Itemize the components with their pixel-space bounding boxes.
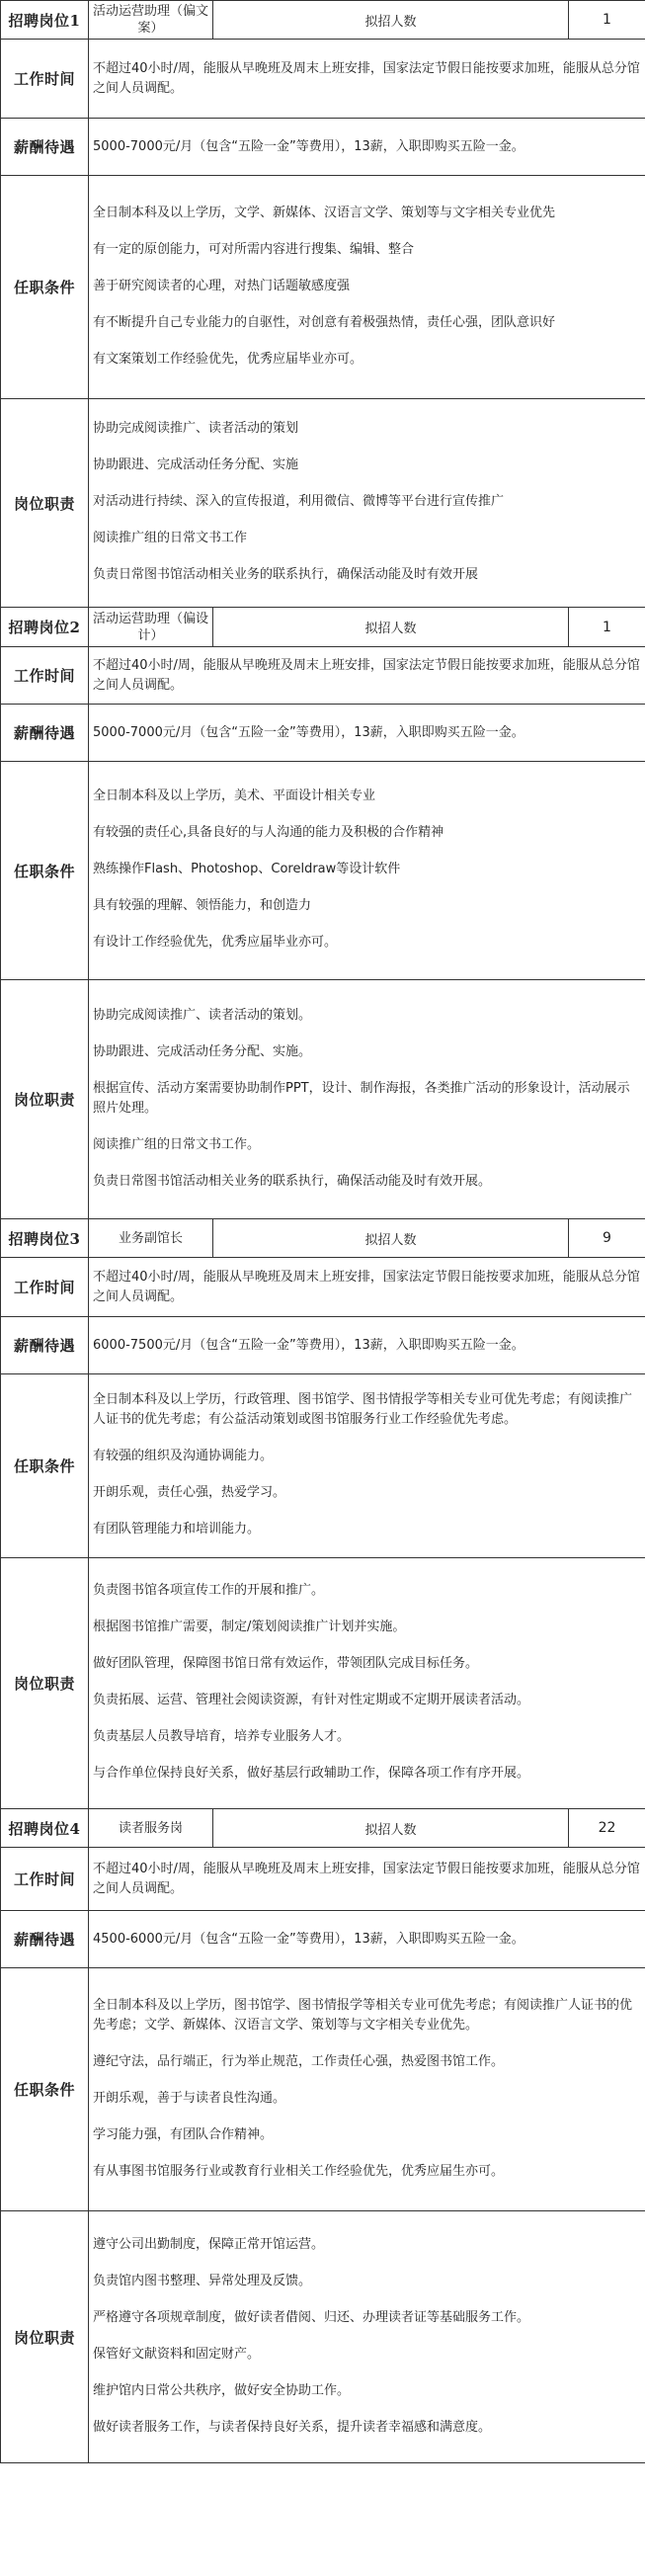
duty-item: 阅读推广组的日常文书工作。 (93, 1136, 261, 1152)
requirement-item: 有文案策划工作经验优先，优秀应届毕业亦可。 (93, 351, 363, 367)
duties-label: 岗位职责 (1, 980, 89, 1219)
planned-hires-count: 9 (569, 1219, 645, 1258)
position-header-row (1, 1809, 645, 1848)
requirement-item: 熟练操作Flash、Photoshop、Coreldraw等设计软件 (93, 862, 401, 876)
salary-text: 4500-6000元/月（包含“五险一金”等费用），13薪，入职即购买五险一金。 (89, 1911, 645, 1968)
salary-row (1, 119, 645, 176)
position-table-3 (0, 1218, 645, 1809)
salary-row (1, 1317, 645, 1374)
requirement-item: 有较强的组织及沟通协调能力。 (93, 1449, 274, 1463)
planned-hires-label: 拟招人数 (213, 1, 569, 40)
work-time-label: 工作时间 (1, 647, 89, 705)
salary-label: 薪酬待遇 (1, 705, 89, 762)
salary-row (1, 705, 645, 762)
requirements-row (1, 176, 645, 399)
requirements-row (1, 762, 645, 980)
planned-hires-label: 拟招人数 (213, 1219, 569, 1258)
duty-item: 负责馆内图书整理、异常处理及反馈。 (93, 2273, 312, 2288)
position-header-row (1, 608, 645, 647)
requirements-label: 任职条件 (1, 1968, 89, 2211)
planned-hires-count: 22 (569, 1809, 645, 1848)
position-title: 活动运营助理（偏文案） (89, 1, 213, 40)
duty-item: 根据图书馆推广需要，制定/策划阅读推广计划并实施。 (93, 1620, 406, 1634)
duty-item: 根据宣传、活动方案需要协助制作PPT，设计、制作海报，各类推广活动的形象设计，活动展示照片处理。 (93, 1080, 630, 1116)
duty-item: 对活动进行持续、深入的宣传报道，利用微信、微博等平台进行宣传推广 (93, 494, 505, 509)
salary-text: 6000-7500元/月（包含“五险一金”等费用），13薪，入职即购买五险一金。 (89, 1317, 645, 1374)
planned-hires-count: 1 (569, 1, 645, 40)
salary-label: 薪酬待遇 (1, 119, 89, 176)
duties-row (1, 980, 645, 1219)
requirement-item: 具有较强的理解、领悟能力，和创造力 (93, 898, 312, 913)
requirements-list (89, 176, 645, 399)
work-time-row (1, 40, 645, 119)
requirement-item: 全日制本科及以上学历，美术、平面设计相关专业 (93, 789, 376, 803)
work-time-text: 不超过40小时/周，能服从早晚班及周末上班安排，国家法定节假日能按要求加班，能服从总分馆之间人员调配。 (89, 40, 645, 119)
duty-item: 协助跟进、完成活动任务分配、实施 (93, 457, 299, 472)
duties-label: 岗位职责 (1, 1558, 89, 1809)
position-number: 招聘岗位1 (1, 1, 89, 40)
position-title: 读者服务岗 (89, 1809, 213, 1848)
work-time-text: 不超过40小时/周，能服从早晚班及周末上班安排，国家法定节假日能按要求加班，能服从总分馆之间人员调配。 (89, 647, 645, 705)
requirement-item: 有团队管理能力和培训能力。 (93, 1522, 261, 1537)
duty-item: 保管好文献资料和固定财产。 (93, 2346, 261, 2362)
duty-item: 遵守公司出勤制度，保障正常开馆运营。 (93, 2236, 325, 2252)
requirements-list (89, 1374, 645, 1558)
work-time-label: 工作时间 (1, 1258, 89, 1317)
work-time-row (1, 647, 645, 705)
requirement-item: 有不断提升自己专业能力的自驱性，对创意有着极强热情，责任心强，团队意识好 (93, 314, 556, 330)
planned-hires-label: 拟招人数 (213, 1809, 569, 1848)
planned-hires-label: 拟招人数 (213, 608, 569, 647)
work-time-text: 不超过40小时/周，能服从早晚班及周末上班安排，国家法定节假日能按要求加班，能服从总分馆之间人员调配。 (89, 1848, 645, 1911)
requirements-label: 任职条件 (1, 1374, 89, 1558)
position-header-row (1, 1219, 645, 1258)
position-table-2 (0, 607, 645, 1219)
salary-text: 5000-7000元/月（包含“五险一金”等费用），13薪，入职即购买五险一金。 (89, 705, 645, 762)
duty-item: 阅读推广组的日常文书工作 (93, 531, 248, 545)
position-table-4 (0, 1808, 645, 2463)
salary-label: 薪酬待遇 (1, 1911, 89, 1968)
requirement-item: 开朗乐观，责任心强，热爱学习。 (93, 1485, 286, 1500)
position-number: 招聘岗位3 (1, 1219, 89, 1258)
requirements-list (89, 1968, 645, 2211)
requirements-row (1, 1968, 645, 2211)
duty-item: 协助完成阅读推广、读者活动的策划 (93, 421, 299, 436)
duty-item: 做好团队管理，保障图书馆日常有效运作，带领团队完成目标任务。 (93, 1656, 479, 1671)
work-time-label: 工作时间 (1, 1848, 89, 1911)
planned-hires-count: 1 (569, 608, 645, 647)
duty-item: 与合作单位保持良好关系，做好基层行政辅助工作，保障各项工作有序开展。 (93, 1766, 530, 1781)
requirement-item: 有从事图书馆服务行业或教育行业相关工作经验优先，优秀应届生亦可。 (93, 2163, 505, 2179)
salary-row (1, 1911, 645, 1968)
duty-item: 做好读者服务工作，与读者保持良好关系，提升读者幸福感和满意度。 (93, 2419, 492, 2435)
duty-item: 负责日常图书馆活动相关业务的联系执行，确保活动能及时有效开展 (93, 567, 479, 582)
requirement-item: 善于研究阅读者的心理，对热门话题敏感度强 (93, 278, 351, 293)
requirement-item: 全日制本科及以上学历，图书馆学、图书情报学等相关专业可优先考虑；有阅读推广人证书的优先考虑；文学、新媒体、汉语言文学、策划等与文字相关专业优先。 (93, 1997, 633, 2033)
duty-item: 负责拓展、运营、管理社会阅读资源，有针对性定期或不定期开展读者活动。 (93, 1693, 530, 1707)
work-time-text: 不超过40小时/周，能服从早晚班及周末上班安排，国家法定节假日能按要求加班，能服从总分馆之间人员调配。 (89, 1258, 645, 1317)
position-table-1 (0, 0, 645, 608)
duties-row (1, 2211, 645, 2463)
duties-list (89, 2211, 645, 2463)
requirement-item: 遵纪守法，品行端正，行为举止规范，工作责任心强，热爱图书馆工作。 (93, 2053, 505, 2069)
duty-item: 维护馆内日常公共秩序，做好安全协助工作。 (93, 2382, 351, 2398)
work-time-row (1, 1848, 645, 1911)
requirement-item: 开朗乐观，善于与读者良性沟通。 (93, 2090, 286, 2106)
duty-item: 协助完成阅读推广、读者活动的策划。 (93, 1007, 312, 1023)
duties-label: 岗位职责 (1, 2211, 89, 2463)
requirements-row (1, 1374, 645, 1558)
requirement-item: 学习能力强，有团队合作精神。 (93, 2126, 274, 2142)
requirements-label: 任职条件 (1, 176, 89, 399)
duties-list (89, 1558, 645, 1809)
position-title: 活动运营助理（偏设计） (89, 608, 213, 647)
duties-row (1, 399, 645, 608)
duties-label: 岗位职责 (1, 399, 89, 608)
duty-item: 负责图书馆各项宣传工作的开展和推广。 (93, 1583, 325, 1598)
duties-list (89, 980, 645, 1219)
position-title: 业务副馆长 (89, 1219, 213, 1258)
duties-row (1, 1558, 645, 1809)
requirement-item: 有一定的原创能力，可对所需内容进行搜集、编辑、整合 (93, 241, 415, 257)
requirement-item: 全日制本科及以上学历，文学、新媒体、汉语言文学、策划等与文字相关专业优先 (93, 205, 556, 220)
duty-item: 严格遵守各项规章制度，做好读者借阅、归还、办理读者证等基础服务工作。 (93, 2309, 530, 2325)
requirements-list (89, 762, 645, 980)
position-number: 招聘岗位2 (1, 608, 89, 647)
position-number: 招聘岗位4 (1, 1809, 89, 1848)
position-header-row (1, 1, 645, 40)
salary-text: 5000-7000元/月（包含“五险一金”等费用），13薪，入职即购买五险一金。 (89, 119, 645, 176)
salary-label: 薪酬待遇 (1, 1317, 89, 1374)
work-time-label: 工作时间 (1, 40, 89, 119)
duty-item: 负责基层人员教导培育，培养专业服务人才。 (93, 1729, 351, 1744)
duties-list (89, 399, 645, 608)
requirement-item: 有较强的责任心,具备良好的与人沟通的能力及积极的合作精神 (93, 825, 444, 840)
duty-item: 负责日常图书馆活动相关业务的联系执行，确保活动能及时有效开展。 (93, 1173, 492, 1189)
requirements-label: 任职条件 (1, 762, 89, 980)
duty-item: 协助跟进、完成活动任务分配、实施。 (93, 1043, 312, 1059)
requirement-item: 有设计工作经验优先，优秀应届毕业亦可。 (93, 935, 338, 950)
requirement-item: 全日制本科及以上学历，行政管理、图书馆学、图书情报学等相关专业可优先考虑；有阅读推广人证书的优先考虑；有公益活动策划或图书馆服务行业工作经验优先考虑。 (93, 1392, 633, 1427)
work-time-row (1, 1258, 645, 1317)
